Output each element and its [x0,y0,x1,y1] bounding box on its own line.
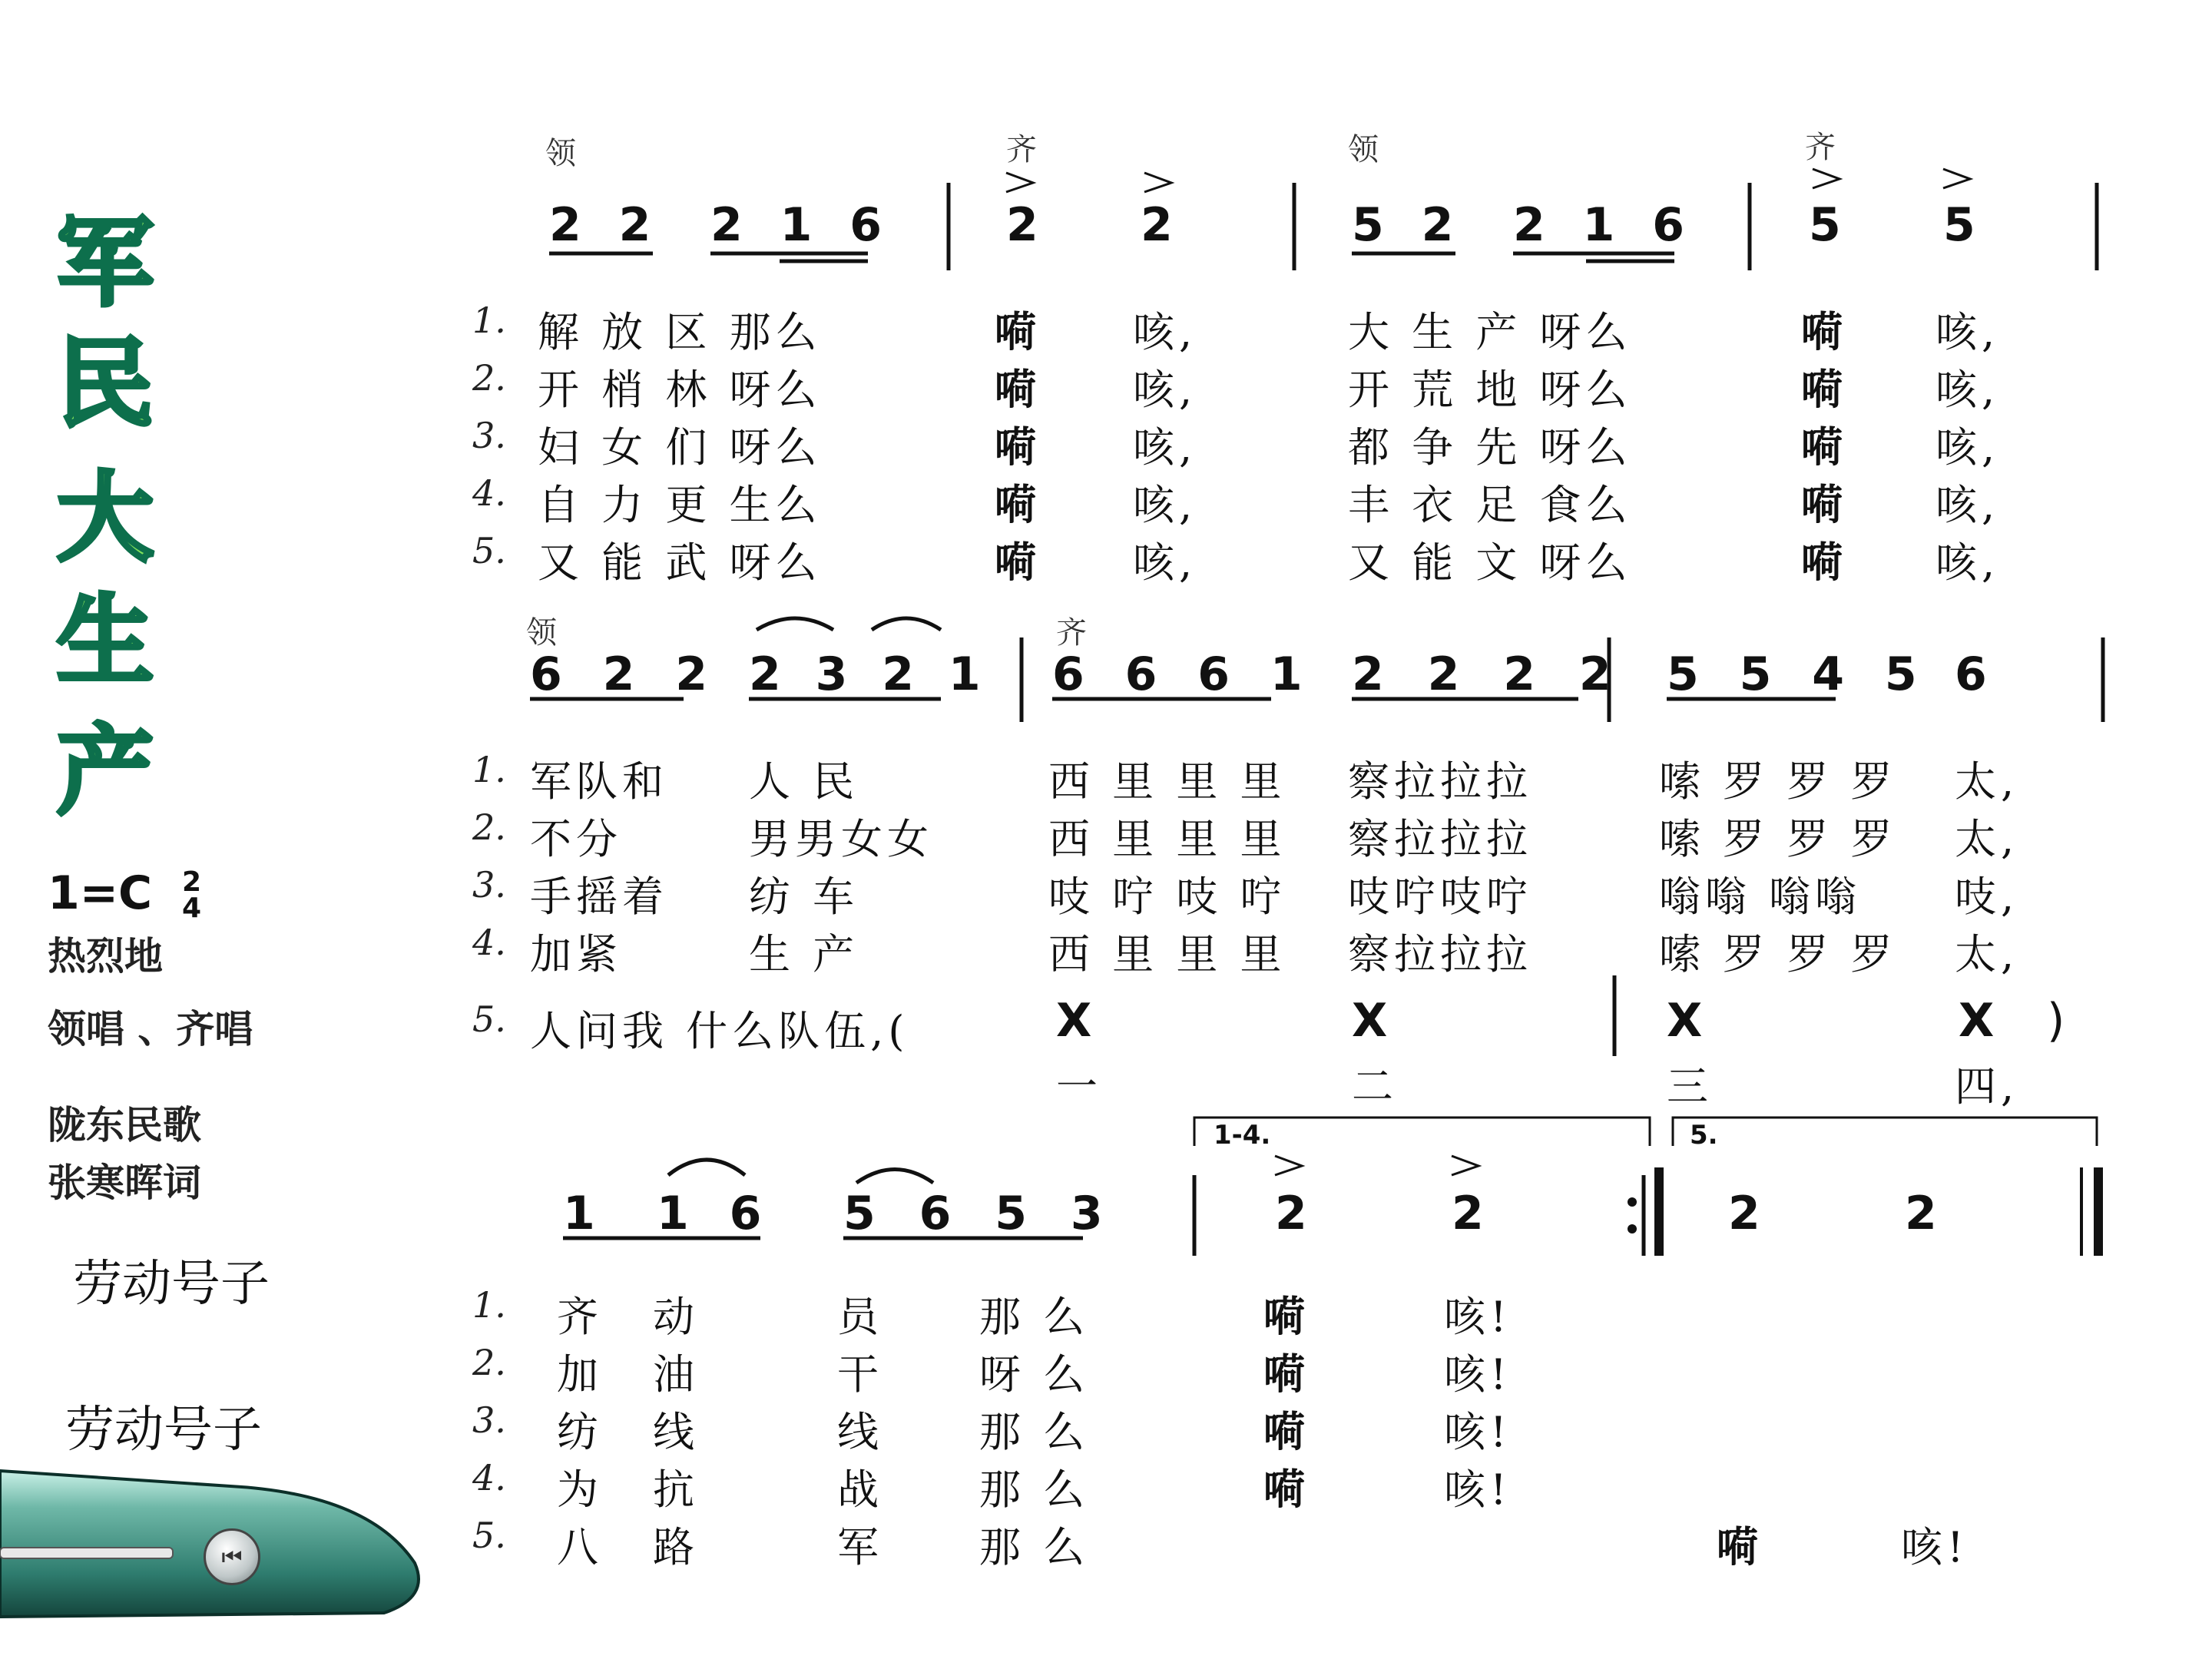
note: 1 [563,1187,595,1240]
cue-label: 齐 [1006,132,1037,167]
note-group: 1 6 [657,1187,774,1240]
note-group: 5 5 4 5 [1667,647,1929,701]
lyric-text: 西 里 里 里 [1048,930,1286,979]
verse-number: 3. [472,864,506,906]
genre-label: 劳动号子 [65,1402,262,1459]
title-char: 生 [57,584,154,697]
lyric-text: 自 力 更 生么 [538,481,822,529]
lyric-text: 察拉拉拉 [1348,757,1532,806]
lyric-text: 咳! [1444,1350,1512,1399]
note: 2 [1905,1187,1937,1240]
verse-number: 5. [472,1515,506,1556]
verse-number: 3. [472,415,506,456]
verse-number: 2. [472,357,506,399]
verse-number: 5. [472,530,506,571]
genre-label: 劳动号子 [73,1256,270,1313]
lyric-text: 战 [837,1465,883,1514]
lyric-text: 嗬 [1263,1292,1310,1341]
verse-number: 5. [472,998,506,1040]
lyric-text: 都 争 先 呀么 [1348,423,1632,472]
lyric-text: 察拉拉拉 [1348,815,1532,863]
verse-number: 1. [472,1284,506,1326]
cue-label: 领 [545,136,576,171]
verse-number: 2. [472,806,506,848]
lyric-text: 路 [653,1523,699,1571]
verse-number: 1. [472,300,506,341]
lyric-text: 嗬 [995,307,1041,356]
lyricist-credit: 张寒晖词 [48,1161,201,1205]
lyric-text: 咳, [1133,308,1197,356]
note-group: 2 2 2 2 [1352,647,1625,701]
lyric-text: 咳, [1936,538,2000,587]
lyric-text: 解 放 区 那么 [538,308,822,356]
lyric-text: 吱, [1955,873,2019,921]
lyric-text: 开 梢 林 呀么 [538,366,822,414]
note: 5 [1809,198,1841,252]
lyric-text: 咳, [1936,481,2000,529]
verse-number: 4. [472,472,506,514]
note: 6 [1955,647,1987,701]
lyric-text: 妇 女 们 呀么 [538,423,822,472]
rhythm-x: X [1352,994,1388,1048]
tempo-marking: 热烈地 [48,934,163,979]
close-paren: ) [2047,994,2065,1048]
lyric-text: 员 [837,1293,883,1341]
note: 5 [1943,198,1975,252]
lyric-text: 吱 咛 吱 咛 [1048,873,1286,921]
lyric-text: 人问我 什么队伍,( [530,1007,909,1055]
note-group: 2 3 2 1 [749,647,990,701]
verse-number: 2. [472,1342,506,1383]
lyric-text: 嗬 [1263,1349,1310,1399]
lyric-text: 嗦 罗 罗 罗 [1659,930,1897,979]
cue-label: 齐 [1805,130,1836,165]
lyric-text: 嗬 [1717,1522,1763,1571]
lyric-text: 八 [557,1523,603,1571]
lyric-text: 又 能 武 呀么 [538,538,822,587]
lyric-text: 嗬 [1263,1407,1310,1456]
cue-label: 齐 [1056,615,1087,651]
lyric-text: 齐 [557,1293,603,1341]
verse-number: 4. [472,1457,506,1498]
lyric-text: 那 么 [979,1293,1090,1341]
count-text: 一 [1056,1062,1102,1111]
lyric-text: 那 么 [979,1465,1090,1514]
lyric-text: 抗 [653,1465,699,1514]
lyric-text: 那 么 [979,1523,1090,1571]
rhythm-x: X [1667,994,1703,1048]
lyric-text: 咳, [1133,366,1197,414]
lyric-text: 不分 [530,815,622,863]
lyric-text: 线 [837,1408,883,1456]
title-char: 产 [57,715,154,828]
note: 2 [1275,1187,1307,1240]
lyric-text: 吱咛吱咛 [1348,873,1532,921]
lyric-text: 嗬 [1801,538,1847,587]
verse-number: 1. [472,749,506,790]
lyric-text: 那 么 [979,1408,1090,1456]
lyric-text: 嗦 罗 罗 罗 [1659,757,1897,806]
lyric-text: 人 民 [749,757,859,806]
lyric-text: 咳! [1444,1293,1512,1341]
time-denominator: 4 [181,892,202,925]
lyric-text: 军 [837,1523,883,1571]
note: 2 [1141,198,1173,252]
note: 2 [1728,1187,1760,1240]
lyric-text: 西 里 里 里 [1048,815,1286,863]
note: 2 [1006,198,1038,252]
note: 2 [1452,1187,1484,1240]
lyric-text: 加紧 [530,930,622,979]
lyric-text: 嗡嗡 嗡嗡 [1659,873,1862,921]
note-group: 5 6 5 3 [843,1187,1117,1240]
lyric-text: 动 [653,1293,699,1341]
lyric-text: 咳! [1444,1465,1512,1514]
volta-label: 1-4. [1214,1120,1271,1151]
lyric-text: 线 [653,1408,699,1456]
performance-mode: 领唱 、齐唱 [48,1007,253,1051]
volta-label: 5. [1690,1120,1718,1151]
verse-number: 3. [472,1399,506,1441]
note-group: 6 2 2 [530,647,720,701]
lyric-text: 咳! [1444,1408,1512,1456]
lyric-text: 嗬 [1801,307,1847,356]
lyric-text: 嗬 [995,422,1041,472]
lyric-text: 呀 么 [979,1350,1090,1399]
note-group: 2 1 6 [710,198,893,252]
lyric-text: 嗬 [1801,480,1847,529]
lyric-text: 西 里 里 里 [1048,757,1286,806]
note-group: 2 1 6 [1513,198,1696,252]
lyric-text: 男男女女 [749,815,933,863]
lyric-text: 嗬 [995,538,1041,587]
lyric-text: 又 能 文 呀么 [1348,538,1632,587]
lyric-text: 咳, [1133,481,1197,529]
lyric-text: 嗬 [995,480,1041,529]
lyric-text: 太, [1955,930,2019,979]
count-text: 三 [1667,1062,1713,1111]
lyric-text: 嗬 [1263,1465,1310,1514]
lyric-text: 咳, [1936,366,2000,414]
cue-label: 领 [1348,132,1379,167]
count-text: 二 [1352,1062,1398,1111]
song-source: 陇东民歌 [48,1103,201,1147]
lyric-text: 手摇着 [530,873,668,921]
lyric-text: 纺 [557,1408,603,1456]
lyric-text: 为 [557,1465,603,1514]
note-group: 5 2 [1352,198,1465,252]
lyric-text: 嗦 罗 罗 罗 [1659,815,1897,863]
lyric-text: 大 生 产 呀么 [1348,308,1632,356]
title-char: 军 [57,207,154,320]
lyric-text: 咳, [1133,423,1197,472]
lyric-text: 太, [1955,815,2019,863]
count-text: 四, [1955,1062,2019,1111]
lyric-text: 干 [837,1350,883,1399]
lyric-text: 纺 车 [749,873,859,921]
rhythm-x: X [1959,994,1995,1048]
verse-number: 4. [472,922,506,963]
lyric-text: 加 [557,1350,603,1399]
lyric-text: 察拉拉拉 [1348,930,1532,979]
time-numerator: 2 [181,866,202,899]
lyric-text: 嗬 [1801,422,1847,472]
lyric-text: 太, [1955,757,2019,806]
rhythm-x: X [1056,994,1092,1048]
lyric-text: 嗬 [1801,365,1847,414]
lyric-text: 咳, [1936,423,2000,472]
lyric-text: 生 产 [749,930,859,979]
key-label: 1=C [48,866,153,920]
lyric-text: 咳, [1936,308,2000,356]
note-group: 2 2 [549,198,662,252]
cue-label: 领 [526,615,557,651]
title-char: 民 [57,327,154,440]
lyric-text: 咳, [1133,538,1197,587]
note-group: 6 6 6 1 [1052,647,1315,701]
lyric-text: 军队和 [530,757,668,806]
lyric-text: 丰 衣 足 食么 [1348,481,1632,529]
lyric-text: 开 荒 地 呀么 [1348,366,1632,414]
rewind-icon: ⏮ [221,1543,243,1571]
lyric-text: 咳! [1901,1523,1969,1571]
lyric-text: 嗬 [995,365,1041,414]
lyric-text: 油 [653,1350,699,1399]
title-char: 大 [57,462,154,575]
